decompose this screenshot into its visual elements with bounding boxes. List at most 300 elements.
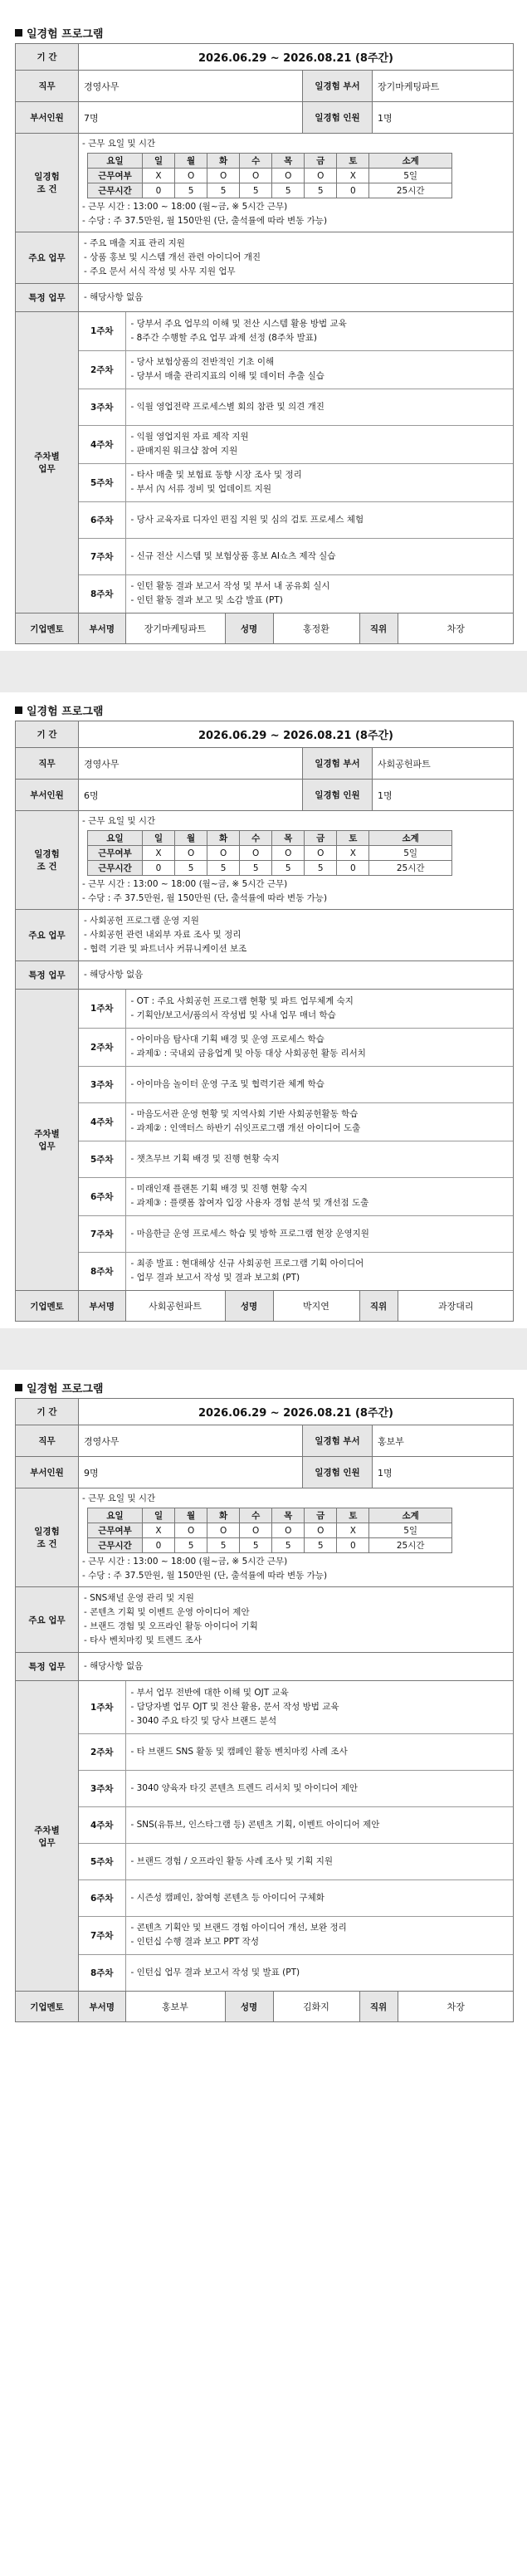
schedule-cell-value: 5	[207, 1538, 240, 1553]
schedule-cell-value: 5	[305, 183, 337, 198]
week-items	[125, 501, 513, 538]
week-items	[125, 1770, 513, 1806]
week-label: 2주차	[79, 1733, 125, 1770]
week-items	[125, 1879, 513, 1916]
week-item: - OT : 주요 사회공헌 프로그램 현황 및 파트 업무체계 숙지	[130, 995, 354, 1006]
schedule-cell	[79, 811, 514, 910]
section-title-text: 일경험 프로그램	[27, 705, 104, 718]
schedule-cell-value: O	[272, 1523, 305, 1538]
team-size-value: 7명	[79, 102, 303, 134]
week-row	[79, 1141, 513, 1177]
mentor-position-value: 과장대리	[437, 1301, 474, 1312]
week-item: - 업무 결과 보고서 작성 및 결과 보고회 (PT)	[130, 1273, 300, 1283]
dept-label: 일경험 부서	[303, 71, 373, 102]
week-item: - 아이마음 탐사대 기획 배경 및 운영 프로세스 학습	[130, 1034, 324, 1044]
team-size-label: 부서인원	[16, 102, 79, 134]
schedule-label: 일경험 조 건	[16, 1488, 79, 1587]
period-value: 2026.06.29 ~ 2026.08.21 (8주간)	[79, 44, 514, 71]
week-item: - 8주간 수행할 주요 업무 과제 선정 (8주차 발표)	[130, 332, 317, 343]
schedule-cell-value: 5	[240, 861, 272, 876]
schedule-header-cell: 금	[305, 154, 337, 169]
schedule-cell-value: 25시간	[369, 861, 452, 876]
week-items	[125, 1028, 513, 1066]
schedule-header-cell: 화	[207, 1508, 240, 1523]
section-title	[15, 699, 512, 721]
week-row	[79, 1681, 513, 1733]
schedule-row-label: 근무여부	[88, 846, 143, 861]
schedule-cell-value: 5	[175, 183, 207, 198]
week-item: - 당부서 주요 업무의 이해 및 전산 시스템 활용 방법 교육	[130, 318, 347, 329]
mentor-name-value: 박지연	[273, 1291, 359, 1321]
duties-label: 주요 업무	[16, 910, 79, 961]
week-items	[125, 990, 513, 1028]
schedule-cell-value: O	[305, 169, 337, 183]
schedule-cell-value: X	[337, 169, 369, 183]
schedule-cell-value: X	[337, 1523, 369, 1538]
participants-label: 일경험 인원	[303, 1457, 373, 1488]
week-row	[79, 312, 513, 350]
week-label: 3주차	[79, 1066, 125, 1102]
week-label: 4주차	[79, 1806, 125, 1843]
week-items	[125, 463, 513, 501]
mentor-position-value: 차장	[446, 623, 465, 634]
week-row	[79, 1177, 513, 1215]
week-label: 5주차	[79, 1141, 125, 1177]
job-label: 직무	[16, 748, 79, 780]
schedule-header-cell: 일	[143, 831, 175, 846]
schedule-cell-value: 5	[240, 1538, 272, 1553]
week-row	[79, 389, 513, 425]
week-item: - 마음도서관 운영 현황 및 지역사회 기반 사회공헌활동 학습	[130, 1109, 359, 1119]
page-bottom-spacer	[0, 2022, 527, 2039]
schedule-cell-value: 0	[337, 183, 369, 198]
duty-item: - 사회공헌 프로그램 운영 지원	[84, 916, 199, 926]
schedule-header-cell: 소계	[369, 831, 452, 846]
week-item: - SNS(유튜브, 인스타그램 등) 콘텐츠 기획, 이벤트 아이디어 제안	[130, 1819, 380, 1830]
job-value: 경영사무	[79, 748, 303, 780]
week-label: 1주차	[79, 990, 125, 1028]
week-items	[125, 312, 513, 350]
schedule-label: 일경험 조 건	[16, 134, 79, 232]
schedule-cell-value: O	[240, 1523, 272, 1538]
week-item: - 익월 영업전략 프로세스별 회의 참관 및 의견 개진	[130, 401, 324, 412]
schedule-header-cell: 수	[240, 1508, 272, 1523]
special-label: 특정 업무	[16, 961, 79, 990]
week-label: 8주차	[79, 1954, 125, 1991]
week-item: - 당사 교육자료 디자인 편집 지원 및 심의 검토 프로세스 체험	[130, 514, 364, 525]
schedule-cell-value: O	[207, 846, 240, 861]
week-items	[125, 1215, 513, 1252]
schedule-cell-value: O	[240, 169, 272, 183]
job-value: 경영사무	[79, 71, 303, 102]
week-item: - 과제③ : 플랫폼 참여자 입장 사용자 경험 분석 및 개선점 도출	[130, 1198, 369, 1208]
week-item: - 신규 전산 시스템 및 보험상품 홍보 AI쇼츠 제작 실습	[130, 550, 336, 561]
schedule-cell-value: 5	[305, 861, 337, 876]
schedule-header-cell: 요일	[88, 1508, 143, 1523]
schedule-note: - 수당 : 주 37.5만원, 월 150만원 (단, 출석률에 따라 변동 가능)	[82, 216, 328, 226]
week-row	[79, 1954, 513, 1991]
team-size-label: 부서인원	[16, 1457, 79, 1488]
week-item: - 인턴 활동 결과 보고 및 소감 발표 (PT)	[130, 595, 283, 606]
week-label: 6주차	[79, 1177, 125, 1215]
schedule-cell-value: 5	[272, 861, 305, 876]
week-items	[125, 350, 513, 389]
weekly-label: 주차별 업무	[16, 1681, 79, 1992]
week-items	[125, 425, 513, 463]
mentor-table	[79, 1291, 514, 1321]
schedule-table	[87, 153, 452, 198]
mentor-position-value: 차장	[446, 2002, 465, 2012]
section-title	[15, 22, 512, 43]
weekly-label: 주차별 업무	[16, 990, 79, 1291]
week-row	[79, 990, 513, 1028]
schedule-cell-value: 5	[175, 861, 207, 876]
schedule-note: - 수당 : 주 37.5만원, 월 150만원 (단, 출석률에 따라 변동 가능)	[82, 893, 328, 903]
schedule-header-cell: 일	[143, 1508, 175, 1523]
week-items	[125, 574, 513, 613]
schedule-intro: - 근무 요일 및 시간	[82, 1493, 156, 1503]
schedule-cell-value: O	[305, 1523, 337, 1538]
schedule-cell-value: 5	[272, 183, 305, 198]
week-label: 7주차	[79, 1215, 125, 1252]
week-item: - 담당자별 업무 OJT 및 전산 활용, 문서 작성 방법 교육	[130, 1701, 339, 1712]
week-label: 2주차	[79, 1028, 125, 1066]
week-row	[79, 1252, 513, 1290]
participants-value: 1명	[373, 102, 514, 134]
week-item: - 시즌성 캠페인, 참여형 콘텐츠 등 아이디어 구체화	[130, 1892, 324, 1903]
weekly-table	[79, 312, 513, 613]
schedule-header-cell: 금	[305, 1508, 337, 1523]
mentor-name-value: 김화지	[273, 1992, 359, 2021]
mentor-name-label: 성명	[225, 1992, 273, 2021]
week-item: - 마음한글 운영 프로세스 학습 및 방학 프로그램 현장 운영지원	[130, 1228, 369, 1239]
week-items	[125, 538, 513, 574]
week-row	[79, 1102, 513, 1141]
week-label: 7주차	[79, 538, 125, 574]
schedule-header-cell: 화	[207, 154, 240, 169]
duty-item: - SNS채널 운영 관리 및 지원	[84, 1593, 194, 1603]
week-label: 5주차	[79, 463, 125, 501]
schedule-cell-value: 5	[175, 1538, 207, 1553]
schedule-cell-value: 0	[337, 861, 369, 876]
program-table	[15, 1398, 514, 2022]
week-item: - 과제② : 인액터스 하반기 쉬잇프로그램 개선 아이디어 도출	[130, 1123, 361, 1133]
week-label: 1주차	[79, 312, 125, 350]
schedule-table	[87, 830, 452, 876]
team-size-value: 9명	[79, 1457, 303, 1488]
week-row	[79, 1916, 513, 1954]
schedule-cell-value: 5일	[369, 1523, 452, 1538]
schedule-header-cell: 토	[337, 831, 369, 846]
schedule-row-label: 근무시간	[88, 861, 143, 876]
schedule-cell-value: O	[207, 169, 240, 183]
week-items	[125, 389, 513, 425]
period-label: 기 간	[16, 44, 79, 71]
duties-cell	[79, 910, 514, 961]
week-label: 8주차	[79, 1252, 125, 1290]
job-label: 직무	[16, 1425, 79, 1457]
schedule-cell-value: 0	[337, 1538, 369, 1553]
section-title-text: 일경험 프로그램	[27, 1382, 104, 1396]
week-label: 6주차	[79, 1879, 125, 1916]
schedule-cell-value: 0	[143, 183, 175, 198]
section-gap	[0, 644, 527, 699]
week-label: 3주차	[79, 389, 125, 425]
schedule-note: - 근무 시간 : 13:00 ~ 18:00 (월~금, ※ 5시간 근무)	[82, 1557, 288, 1567]
week-row	[79, 1215, 513, 1252]
schedule-header-cell: 화	[207, 831, 240, 846]
week-item: - 미래인재 플랜톤 기획 배경 및 진행 현황 숙지	[130, 1184, 308, 1194]
week-label: 5주차	[79, 1843, 125, 1879]
week-item: - 콘텐츠 기획안 및 브랜드 경험 아이디어 개선, 보완 정리	[130, 1923, 347, 1933]
week-item: - 3040 주요 타깃 및 당사 브랜드 분석	[130, 1715, 277, 1726]
schedule-header-cell: 월	[175, 831, 207, 846]
mentor-cell	[79, 1291, 514, 1322]
schedule-cell-value: 5	[207, 861, 240, 876]
week-row	[79, 1806, 513, 1843]
mentor-name-label: 성명	[225, 1291, 273, 1321]
week-item: - 기획안/보고서/품의서 작성법 및 사내 업무 매너 학습	[130, 1009, 336, 1020]
schedule-cell-value: O	[175, 169, 207, 183]
schedule-cell-value: O	[305, 846, 337, 861]
mentor-label: 기업멘토	[16, 1291, 79, 1322]
mentor-position-label: 직위	[359, 613, 398, 643]
mentor-cell	[79, 613, 514, 644]
schedule-cell	[79, 134, 514, 232]
schedule-cell-value: X	[143, 846, 175, 861]
schedule-note: - 근무 시간 : 13:00 ~ 18:00 (월~금, ※ 5시간 근무)	[82, 879, 288, 889]
week-item: - 부서 업무 전반에 대한 이해 및 OJT 교육	[130, 1687, 289, 1698]
schedule-cell-value: 0	[143, 861, 175, 876]
schedule-cell-value: 0	[143, 1538, 175, 1553]
mentor-dept-label: 부서명	[79, 613, 125, 643]
week-row	[79, 1770, 513, 1806]
schedule-header-cell: 금	[305, 831, 337, 846]
duty-item: - 상품 홍보 및 시스템 개선 관련 아이디어 개진	[84, 252, 261, 262]
week-row	[79, 501, 513, 538]
participants-label: 일경험 인원	[303, 780, 373, 811]
week-items	[125, 1066, 513, 1102]
schedule-table	[87, 1508, 452, 1553]
week-label: 6주차	[79, 501, 125, 538]
schedule-label: 일경험 조 건	[16, 811, 79, 910]
mentor-table	[79, 613, 514, 643]
week-item: - 익월 영업지원 자료 제작 지원	[130, 432, 249, 442]
mentor-position-label: 직위	[359, 1992, 398, 2021]
schedule-cell-value: O	[272, 169, 305, 183]
schedule-cell-value: O	[207, 1523, 240, 1538]
team-size-value: 6명	[79, 780, 303, 811]
week-row	[79, 350, 513, 389]
mentor-dept-value: 사회공헌파트	[125, 1291, 225, 1321]
mentor-dept-label: 부서명	[79, 1992, 125, 2021]
schedule-header-cell: 토	[337, 1508, 369, 1523]
square-bullet-icon	[15, 706, 22, 714]
week-row	[79, 574, 513, 613]
schedule-header-cell: 수	[240, 831, 272, 846]
special-value: - 해당사항 없음	[79, 961, 514, 990]
dept-value: 사회공헌파트	[373, 748, 514, 780]
week-items	[125, 1252, 513, 1290]
week-row	[79, 1733, 513, 1770]
week-row	[79, 1066, 513, 1102]
schedule-cell-value: X	[143, 1523, 175, 1538]
square-bullet-icon	[15, 1384, 22, 1391]
duties-label: 주요 업무	[16, 232, 79, 284]
week-items	[125, 1141, 513, 1177]
duty-item: - 사회공헌 관련 내외부 자료 조사 및 정리	[84, 930, 242, 940]
schedule-intro: - 근무 요일 및 시간	[82, 139, 156, 149]
schedule-cell-value: O	[272, 846, 305, 861]
team-size-label: 부서인원	[16, 780, 79, 811]
duties-cell	[79, 1587, 514, 1653]
schedule-note: - 근무 시간 : 13:00 ~ 18:00 (월~금, ※ 5시간 근무)	[82, 202, 288, 212]
participants-value: 1명	[373, 780, 514, 811]
participants-label: 일경험 인원	[303, 102, 373, 134]
week-label: 4주차	[79, 1102, 125, 1141]
schedule-header-cell: 토	[337, 154, 369, 169]
weekly-table	[79, 990, 513, 1290]
section-gap	[0, 0, 527, 22]
week-items	[125, 1102, 513, 1141]
schedule-header-cell: 월	[175, 154, 207, 169]
week-row	[79, 463, 513, 501]
week-items	[125, 1843, 513, 1879]
mentor-dept-label: 부서명	[79, 1291, 125, 1321]
week-items	[125, 1177, 513, 1215]
week-item: - 인턴 활동 결과 보고서 작성 및 부서 내 공유회 실시	[130, 581, 330, 592]
mentor-label: 기업멘토	[16, 1992, 79, 2022]
duty-item: - 주요 문서 서식 작성 및 사무 지원 업무	[84, 266, 236, 276]
week-items	[125, 1916, 513, 1954]
schedule-cell-value: 5일	[369, 169, 452, 183]
schedule-cell-value: 25시간	[369, 183, 452, 198]
week-label: 1주차	[79, 1681, 125, 1733]
section-title-text: 일경험 프로그램	[27, 27, 104, 41]
period-value: 2026.06.29 ~ 2026.08.21 (8주간)	[79, 1399, 514, 1425]
duty-item: - 주요 매출 지표 관리 지원	[84, 238, 185, 248]
week-row	[79, 538, 513, 574]
period-value: 2026.06.29 ~ 2026.08.21 (8주간)	[79, 721, 514, 748]
week-items	[125, 1733, 513, 1770]
special-label: 특정 업무	[16, 284, 79, 312]
schedule-header-cell: 요일	[88, 154, 143, 169]
section-title	[15, 1376, 512, 1398]
special-value: - 해당사항 없음	[79, 1653, 514, 1681]
schedule-header-cell: 소계	[369, 154, 452, 169]
special-label: 특정 업무	[16, 1653, 79, 1681]
duty-item: - 콘텐츠 기획 및 이벤트 운영 아이디어 제안	[84, 1607, 250, 1617]
schedule-header-cell: 목	[272, 154, 305, 169]
schedule-row-label: 근무시간	[88, 1538, 143, 1553]
week-item: - 최종 발표 : 현대해상 신규 사회공헌 프로그램 기획 아이디어	[130, 1259, 364, 1269]
week-row	[79, 1879, 513, 1916]
week-item: - 브랜드 경험 / 오프라인 활동 사례 조사 및 기획 지원	[130, 1855, 334, 1866]
week-item: - 아이마음 놀이터 운영 구조 및 협력기관 체계 학습	[130, 1078, 324, 1089]
weekly-cell	[79, 1681, 514, 1992]
program-section	[0, 699, 527, 1322]
week-item: - 판매지원 워크샵 참여 지원	[130, 446, 238, 456]
week-item: - 3040 양육자 타깃 콘텐츠 트렌드 리서치 및 아이디어 제안	[130, 1782, 359, 1793]
period-label: 기 간	[16, 721, 79, 748]
week-item: - 타사 매출 및 보험료 동향 시장 조사 및 정리	[130, 470, 302, 480]
square-bullet-icon	[15, 29, 22, 37]
schedule-cell	[79, 1488, 514, 1587]
schedule-note: - 수당 : 주 37.5만원, 월 150만원 (단, 출석률에 따라 변동 가능)	[82, 1571, 328, 1581]
week-item: - 당부서 매출 관리지표의 이해 및 데이터 추출 실습	[130, 371, 324, 381]
duties-cell	[79, 232, 514, 284]
week-item: - 과제① : 국내외 금융업계 및 아동 대상 사회공헌 활동 리서치	[130, 1048, 366, 1058]
mentor-table	[79, 1992, 514, 2021]
week-label: 4주차	[79, 425, 125, 463]
duty-item: - 브랜드 경험 및 오프라인 활동 아이디어 기획	[84, 1621, 258, 1631]
mentor-dept-value: 장기마케팅파트	[125, 613, 225, 643]
week-label: 7주차	[79, 1916, 125, 1954]
schedule-cell-value: 25시간	[369, 1538, 452, 1553]
week-label: 2주차	[79, 350, 125, 389]
schedule-row-label: 근무여부	[88, 169, 143, 183]
schedule-cell-value: 5일	[369, 846, 452, 861]
schedule-cell-value: 5	[272, 1538, 305, 1553]
weekly-cell	[79, 990, 514, 1291]
dept-value: 장기마케팅파트	[373, 71, 514, 102]
schedule-header-cell: 목	[272, 1508, 305, 1523]
program-section	[0, 22, 527, 644]
week-label: 8주차	[79, 574, 125, 613]
weekly-label: 주차별 업무	[16, 312, 79, 613]
schedule-cell-value: X	[337, 846, 369, 861]
mentor-name-value: 홍정환	[273, 613, 359, 643]
mentor-cell	[79, 1992, 514, 2022]
schedule-header-cell: 수	[240, 154, 272, 169]
schedule-cell-value: X	[143, 169, 175, 183]
week-item: - 인턴십 업무 결과 보고서 작성 및 발표 (PT)	[130, 1967, 300, 1977]
week-items	[125, 1806, 513, 1843]
week-item: - 당사 보험상품의 전반적인 기초 이해	[130, 357, 275, 367]
schedule-intro: - 근무 요일 및 시간	[82, 816, 156, 826]
mentor-position-label: 직위	[359, 1291, 398, 1321]
duty-item: - 협력 기관 및 파트너사 커뮤니케이션 보조	[84, 944, 247, 954]
schedule-header-cell: 요일	[88, 831, 143, 846]
mentor-name-label: 성명	[225, 613, 273, 643]
schedule-cell-value: O	[240, 846, 272, 861]
job-value: 경영사무	[79, 1425, 303, 1457]
schedule-row-label: 근무여부	[88, 1523, 143, 1538]
schedule-cell-value: 5	[240, 183, 272, 198]
program-section	[0, 1376, 527, 2022]
weekly-cell	[79, 312, 514, 613]
job-label: 직무	[16, 71, 79, 102]
mentor-dept-value: 홍보부	[125, 1992, 225, 2021]
dept-label: 일경험 부서	[303, 1425, 373, 1457]
week-row	[79, 1843, 513, 1879]
special-value: - 해당사항 없음	[79, 284, 514, 312]
schedule-row-label: 근무시간	[88, 183, 143, 198]
weekly-table	[79, 1681, 513, 1991]
period-label: 기 간	[16, 1399, 79, 1425]
week-item: - 부서 內 서류 정비 및 업데이트 지원	[130, 484, 272, 494]
mentor-label: 기업멘토	[16, 613, 79, 644]
schedule-header-cell: 월	[175, 1508, 207, 1523]
week-row	[79, 425, 513, 463]
week-items	[125, 1681, 513, 1733]
schedule-cell-value: 5	[207, 183, 240, 198]
program-table	[15, 721, 514, 1322]
schedule-header-cell: 소계	[369, 1508, 452, 1523]
week-label: 3주차	[79, 1770, 125, 1806]
schedule-header-cell: 목	[272, 831, 305, 846]
week-item: - 타 브랜드 SNS 활동 및 캠페인 활동 벤치마킹 사례 조사	[130, 1746, 348, 1757]
